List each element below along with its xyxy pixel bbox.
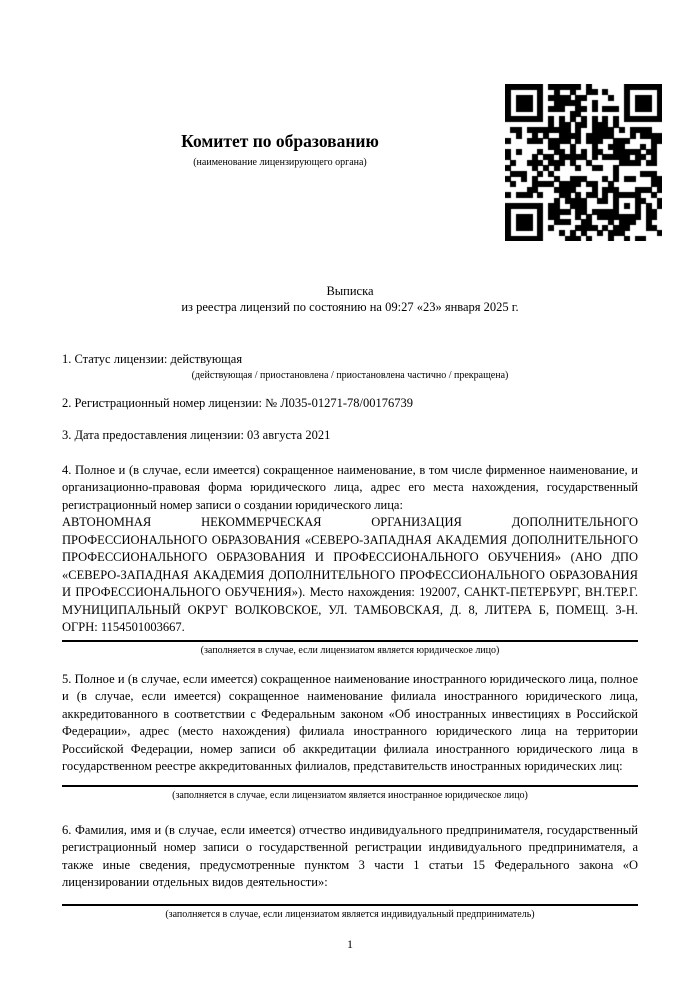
horizontal-rule [62,785,638,787]
rule-caption-individual-entrepreneur: (заполняется в случае, если лицензиатом является индивидуальный предприниматель) [165,908,535,920]
item-4-legal-entity [62,462,638,637]
item-4-text: 4. Полное и (в случае, если имеется) сокращенное наименование, в том числе фирменное наименование, и организационно-правовая форма юридического лица, адрес его места нахождения, государственный регистрационный номер записи о создании юридического лица: [62,462,638,512]
rule-block-legal-entity [62,640,638,657]
item-5-foreign-entity [62,671,638,776]
item-4-value: АВТОНОМНАЯ НЕКОММЕРЧЕСКАЯ ОРГАНИЗАЦИЯ ДОПОЛНИТЕЛЬНОГО ПРОФЕССИОНАЛЬНОГО ОБРАЗОВАНИЯ «СЕВЕРО-ЗАПАДНАЯ АКАДЕМИЯ ДОПОЛНИТЕЛЬНОГО ПРОФЕССИОНАЛЬНОГО ОБРАЗОВАНИЯ И ПРОФЕССИОНАЛЬНОГО ОБУЧЕНИЯ» (АНО ДПО «СЕВЕРО-ЗАПАДНАЯ АКАДЕМИЯ ДОПОЛНИТЕЛЬНОГО ПРОФЕССИОНАЛЬНОГО ОБРАЗОВАНИЯ И ПРОФЕССИОНАЛЬНОГО ОБУЧЕНИЯ»). Место нахождения: 192007, САНКТ-ПЕТЕРБУРГ, ВН.ТЕР.Г. МУНИЦИПАЛЬНЫЙ ОКРУГ ВОЛКОВСКОЕ, УЛ. ТАМБОВСКАЯ, Д. 8, ЛИТЕРА Б, ПОМЕЩ. 3-Н. ОГРН: 1154501003667. [62,515,638,634]
item-1-license-status [62,351,638,382]
item-2-registration-number [62,395,638,413]
horizontal-rule [62,904,638,906]
document-body [62,283,638,952]
rule-block-individual-entrepreneur [62,904,638,921]
item-5-text: 5. Полное и (в случае, если имеется) сокращенное наименование иностранного юридического лица, полное и (в случае, если имеется) сокращенное наименование филиала иностранного юридического лица, аккредитованного в соответствии с Федеральным законом «Об иностранных инвестициях в Российской Федерации», адрес (место нахождения) филиала иностранного юридического лица на территории Российской Федерации, номер записи об аккредитации филиала иностранного юридического лица в государственном реестре аккредитованных филиалов, представительств иностранных юридических лиц: [62,671,638,773]
item-6-text: 6. Фамилия, имя и (в случае, если имеется) отчество индивидуального предпринимателя, государственный регистрационный номер записи о государственной регистрации индивидуального предпринимателя, а также иные сведения, предусмотренные пунктом 3 части 1 статьи 15 Федерального закона «О лицензировании отдельных видов деятельности»: [62,822,638,889]
licensing-organ-name: Комитет по образованию [181,131,379,151]
item-6-individual-entrepreneur [62,822,638,892]
document-title [62,283,638,315]
document-title-line1: Выписка [326,284,374,298]
licensing-organ-caption: (наименование лицензирующего органа) [193,157,367,168]
item-2-text: 2. Регистрационный номер лицензии: № Л035-01271-78/00176739 [62,395,413,410]
document-header [0,0,700,283]
rule-block-foreign-entity [62,785,638,802]
horizontal-rule [62,640,638,642]
item-1-caption: (действующая / приостановлена / приостановлена частично / прекращена) [191,369,509,381]
licensing-organ-block [62,131,498,170]
qr-code [505,84,662,241]
rule-caption-legal-entity: (заполняется в случае, если лицензиатом является юридическое лицо) [200,644,500,656]
document-title-line2: из реестра лицензий по состоянию на 09:27 «23» января 2025 г. [181,300,519,314]
page-number: 1 [347,936,353,951]
item-3-grant-date [62,427,638,445]
rule-caption-foreign-entity: (заполняется в случае, если лицензиатом является иностранное юридическое лицо) [172,789,528,801]
item-3-text: 3. Дата предоставления лицензии: 03 августа 2021 [62,428,331,442]
item-1-text: 1. Статус лицензии: действующая [62,352,243,366]
